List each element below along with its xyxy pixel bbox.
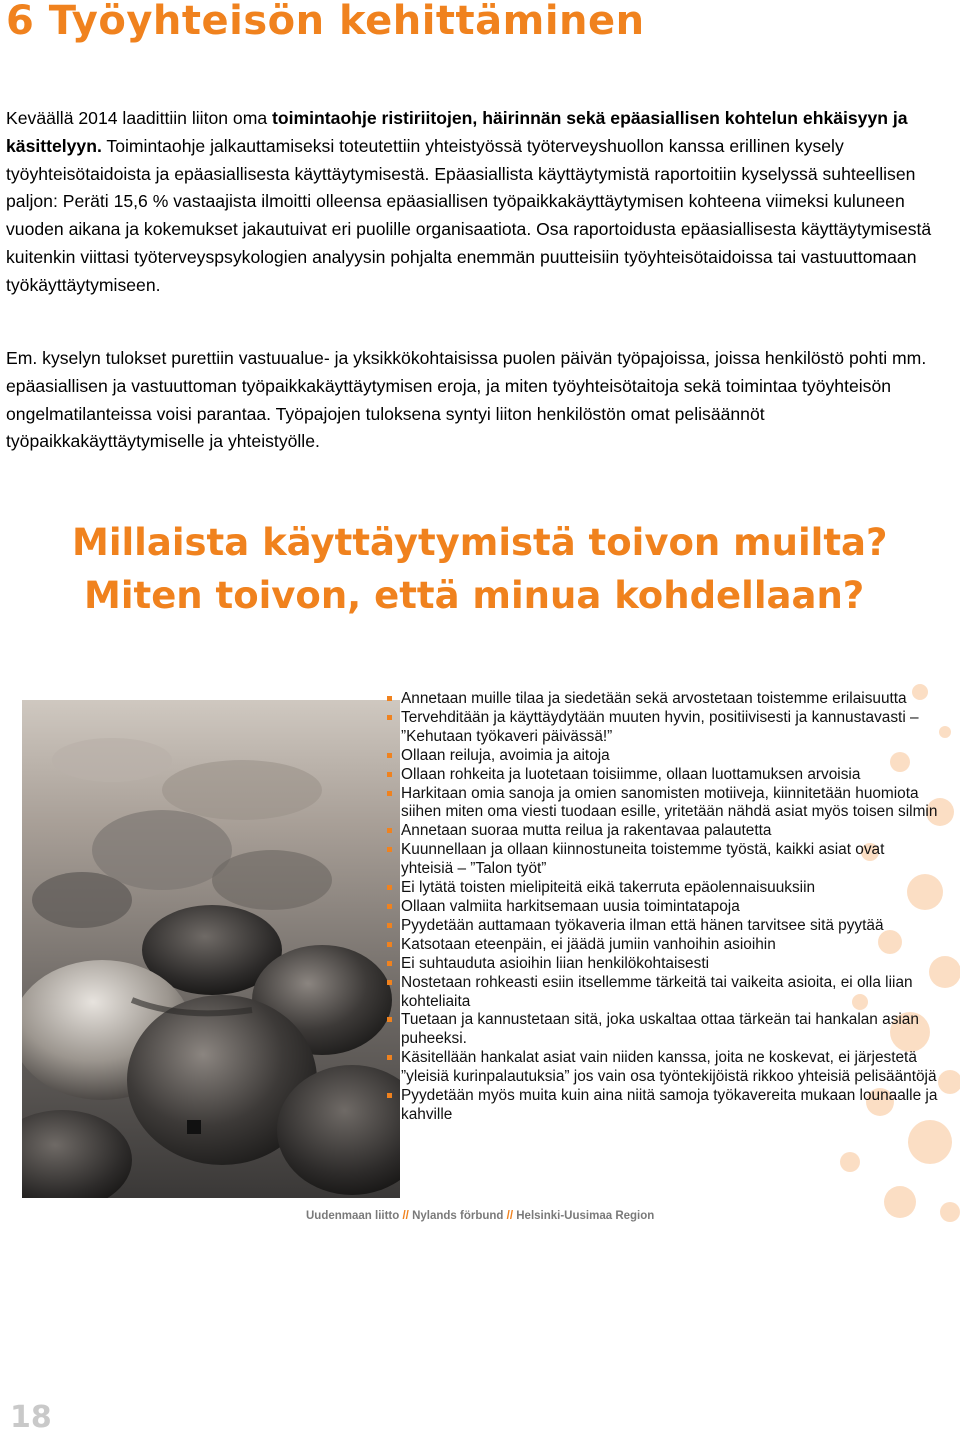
bullet-marker (387, 1093, 392, 1098)
rule-text: Annetaan suoraa mutta reilua ja rakentavaa palautetta (401, 822, 772, 840)
rule-list-item (380, 955, 940, 974)
intro-text-start: Keväällä 2014 laadittiin liiton oma (6, 108, 273, 128)
slide-title-line2: Miten toivon, että minua kohdellaan? (84, 574, 865, 617)
bullet-marker (387, 923, 392, 928)
logo-part-1: Uudenmaan liitto (306, 1210, 400, 1222)
bullet-marker (387, 961, 392, 966)
rule-text: Tuetaan ja kannustetaan sitä, joka uskaltaa ottaa tärkeän tai hankalan asian puheeksi. (401, 1011, 919, 1048)
bullet-marker (387, 847, 392, 852)
rule-list-item (380, 917, 940, 936)
bullet-marker (387, 772, 392, 777)
rule-text: Tervehditään ja käyttäydytään muuten hyvin, positiivisesti ja kannustavasti – ”Kehutaan työkaveri päivässä!” (401, 708, 919, 745)
slide-image (0, 490, 960, 1250)
stones-photo (22, 700, 400, 1198)
rule-list-item (380, 974, 940, 1012)
rule-text: Ei lytätä toisten mielipiteitä eikä takerruta epäolennaisuuksiin (401, 879, 816, 897)
bullet-marker (387, 980, 392, 985)
rule-text: Annetaan muille tilaa ja siedetään sekä arvostetaan toistemme erilaisuutta (401, 690, 907, 707)
rule-text: Käsitellään hankalat asiat vain niiden kanssa, joita ne koskevat, ei järjestetä ”yleisiä kurinpalautuksia” jos vain osa työntekijöistä rikkoo yhteisiä pelisääntöjä (401, 1049, 937, 1086)
rule-list-item (380, 766, 940, 785)
organization-logo-text (306, 1210, 654, 1222)
bullet-marker (387, 791, 392, 796)
bullet-marker (387, 828, 392, 833)
logo-separator-2: // (506, 1210, 514, 1222)
bullet-marker (387, 885, 392, 890)
slide-title-line1: Millaista käyttäytymistä toivon muilta? (72, 521, 888, 564)
rule-text: Harkitaan omia sanoja ja omien sanomisten motiiveja, kiinnitetään huomiota siihen miten oma viesti tuodaan esille, yritetään nähdä asiat myös toisen silmin (401, 784, 938, 821)
rule-text: Ollaan valmiita harkitsemaan uusia toimintatapoja (401, 897, 740, 915)
rule-text: Ei suhtauduta asioihin liian henkilökohtaisesti (401, 954, 710, 972)
bullet-marker (387, 942, 392, 947)
rule-list-item (380, 747, 940, 766)
page-number: 18 (10, 1400, 52, 1435)
logo-separator-1: // (402, 1210, 409, 1222)
bullet-marker (387, 1055, 392, 1060)
rule-text: Ollaan rohkeita ja luotetaan toisiimme, ollaan luottamuksen arvoisia (401, 765, 861, 783)
rule-text: Pyydetään auttamaan työkaveria ilman että hänen tarvitsee sitä pyytää (401, 916, 884, 934)
rule-text: Pyydetään myös muita kuin aina niitä samoja työkavereita mukaan lounaalle ja kahville (401, 1087, 938, 1123)
rule-list-item (380, 936, 940, 955)
workshop-paragraph: Em. kyselyn tulokset purettiin vastuualue- ja yksikkökohtaisissa puolen päivän työpajoissa, joissa henkilöstö pohti mm. epäasiallisen ja vastuuttoman työpaikkakäyttäytymisen eroja, ja miten työyhteisötaitoja sekä toimintaa työyhteisön ongelmatilanteissa voisi parantaa. Työpajojen tuloksena syntyi liiton henkilöstön omat pelisäännöt työpaikkakäyttäytymiselle ja yhteistyölle. (6, 348, 927, 452)
bullet-marker (387, 696, 392, 701)
bullet-marker (387, 753, 392, 758)
rule-list-item (380, 898, 940, 917)
rule-text: Katsotaan eteenpäin, ei jäädä jumiin vanhoihin asioihin (401, 935, 776, 953)
rule-list-item (380, 879, 940, 898)
rule-list-item (380, 1087, 940, 1125)
intro-text-bold: toimintaohje ristiriitojen, häirinnän sekä epäasiallisen kohtelun ehkäisyyn ja käsittelyyn. (6, 108, 908, 156)
rule-list-item (380, 841, 940, 879)
rule-text: Ollaan reiluja, avoimia ja aitoja (401, 746, 610, 764)
bullet-marker (387, 1017, 392, 1022)
logo-part-2: Nylands förbund (412, 1210, 504, 1222)
rule-list-item (380, 822, 940, 841)
rule-text: Kuunnellaan ja ollaan kiinnostuneita toistemme työstä, kaikki asiat ovat yhteisiä – ”Talon työt” (401, 841, 885, 878)
rule-text: Nostetaan rohkeasti esiin itsellemme tärkeitä tai vaikeita asioita, ei olla liian kohteliaita (401, 973, 913, 1010)
logo-part-3: Helsinki-Uusimaa Region (516, 1210, 655, 1222)
rule-list-item (380, 1011, 940, 1049)
rule-list-item (380, 690, 940, 709)
bullet-marker (387, 715, 392, 720)
rule-list-item (380, 1049, 940, 1087)
rule-list-item (380, 785, 940, 823)
intro-text-rest: Toimintaohje jalkauttamiseksi toteutettiin yhteistyössä työterveyshuollon kanssa erillinen kysely työyhteisötaidoista ja epäasiallisesta käyttäytymisestä. Epäasiallista käyttäytymistä raportoitiin kyselyssä suhteellisen paljon: Peräti 15,6 % vastaajista ilmoitti olleensa epäasiallisen työpaikkakäyttäytymisen kohteena viimeksi kuluneen vuoden aikana ja kokemukset jakautuivat eri puolille organisaatiota. Osa raportoidusta epäasiallisesta käyttäytymisestä kuitenkin viittasi työterveyspsykologien analyysin pohjalta enemmän puutteisiin työyhteisötaidoissa tai vastuuttomaan työkäyttäytymiseen. (6, 135, 932, 295)
page-title: 6 Työyhteisön kehittäminen (6, 0, 645, 44)
behavior-rules-list (380, 690, 940, 1125)
rule-list-item (380, 709, 940, 747)
intro-paragraph (6, 105, 956, 300)
bullet-marker (387, 904, 392, 909)
